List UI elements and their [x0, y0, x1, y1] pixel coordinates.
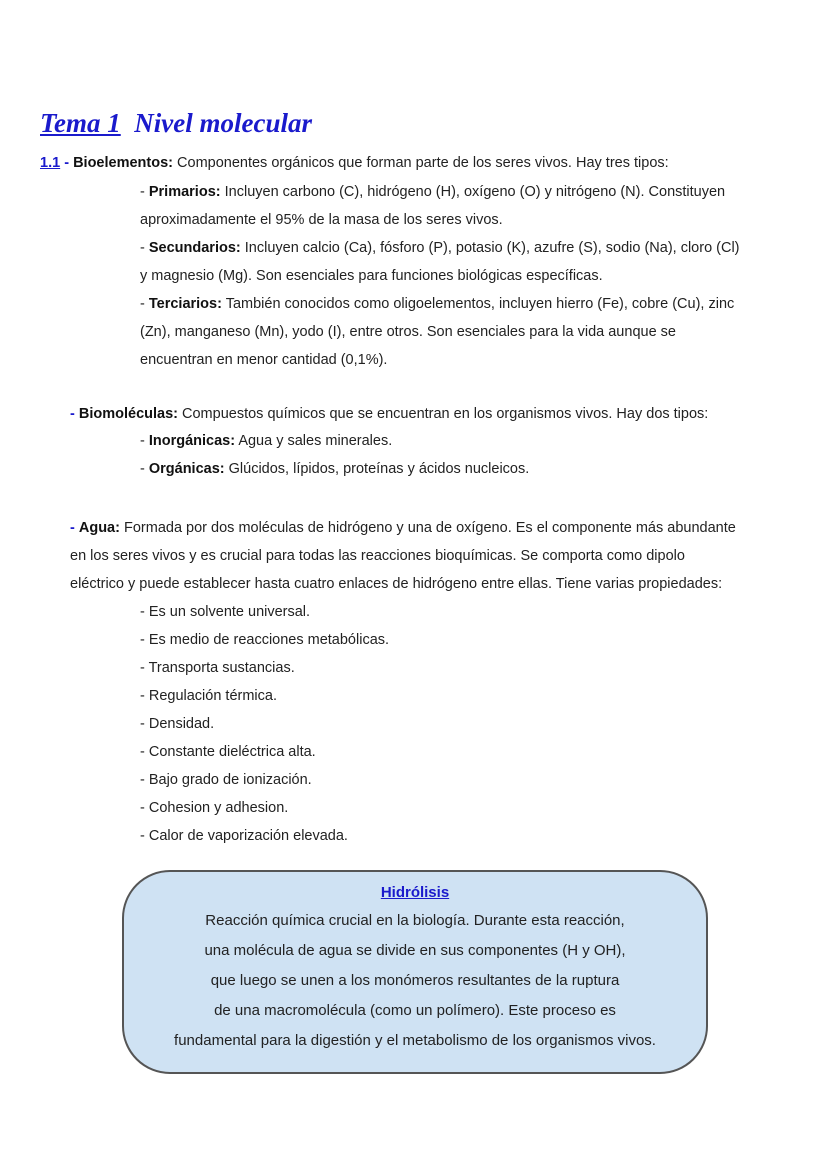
- terciarios-line2: (Zn), manganeso (Mn), yodo (I), entre otros. Son esenciales para la vida aunque se: [140, 324, 676, 340]
- terciarios-line3: encuentran en menor cantidad (0,1%).: [140, 352, 388, 368]
- agua-property-item: - Transporta sustancias.: [140, 660, 295, 676]
- hidrolisis-title-text: Hidrólisis: [380, 884, 450, 901]
- agua-line2: en los seres vivos y es crucial para todas las reacciones bioquímicas. Se comporta como dipolo: [70, 548, 685, 564]
- agua-property-item: - Bajo grado de ionización.: [140, 772, 312, 788]
- agua-property-item: - Calor de vaporización elevada.: [140, 828, 348, 844]
- agua-property-item: - Regulación térmica.: [140, 688, 277, 704]
- biomoleculas-heading: - Biomoléculas: Compuestos químicos que se encuentran en los organismos vivos. Hay dos tipos:: [70, 406, 709, 422]
- inorganicas-text: Agua y sales minerales.: [238, 433, 393, 449]
- bioelementos-intro: Componentes orgánicos que forman parte de los seres vivos. Hay tres tipos:: [177, 155, 669, 171]
- primarios-label: Primarios:: [148, 184, 221, 200]
- agua-property-item: - Constante dieléctrica alta.: [140, 744, 316, 760]
- agua-property-item: - Densidad.: [140, 716, 215, 732]
- topic-number: Tema 1: [40, 108, 121, 138]
- organicas-line: - Orgánicas: Glúcidos, lípidos, proteínas y ácidos nucleicos.: [140, 461, 530, 477]
- agua-label: Agua:: [78, 520, 120, 536]
- hidrolisis-line: una molécula de agua se divide en sus componentes (H y OH),: [204, 942, 626, 959]
- primarios-text: Incluyen carbono (C), hidrógeno (H), oxígeno (O) y nitrógeno (N). Constituyen: [224, 184, 726, 200]
- secundarios-line: - Secundarios: Incluyen calcio (Ca), fósforo (P), potasio (K), azufre (S), sodio (Na), cloro (Cl): [140, 240, 740, 256]
- hidrolisis-line: fundamental para la digestión y el metabolismo de los organismos vivos.: [174, 1032, 656, 1049]
- bioelementos-label: Bioelementos:: [73, 155, 173, 171]
- hidrolisis-line: Reacción química crucial en la biología. Durante esta reacción,: [205, 912, 625, 929]
- organicas-label: Orgánicas:: [148, 461, 225, 477]
- agua-line3: eléctrico y puede establecer hasta cuatro enlaces de hidrógeno entre ellas. Tiene varias propiedades:: [70, 576, 723, 592]
- hidrolisis-title: [124, 884, 706, 901]
- agua-property-item: - Es un solvente universal.: [140, 604, 311, 620]
- primarios-line2: aproximadamente el 95% de la masa de los seres vivos.: [140, 212, 503, 228]
- terciarios-text: También conocidos como oligoelementos, incluyen hierro (Fe), cobre (Cu), zinc: [225, 296, 735, 312]
- secundarios-label: Secundarios:: [148, 240, 241, 256]
- biomoleculas-intro: Compuestos químicos que se encuentran en los organismos vivos. Hay dos tipos:: [182, 406, 709, 422]
- topic-name: Nivel molecular: [134, 108, 312, 138]
- bioelementos-heading: 1.1 - Bioelementos: Componentes orgánicos que forman parte de los seres vivos. Hay tres tipos:: [40, 155, 669, 171]
- agua-heading: - Agua: Formada por dos moléculas de hidrógeno y una de oxígeno. Es el componente más abundante: [70, 520, 736, 536]
- primarios-line: - Primarios: Incluyen carbono (C), hidrógeno (H), oxígeno (O) y nitrógeno (N). Constituyen: [140, 184, 726, 200]
- section-number: 1.1: [40, 155, 61, 171]
- hidrolisis-line: de una macromolécula (como un polímero). Este proceso es: [214, 1002, 616, 1019]
- terciarios-line: - Terciarios: También conocidos como oligoelementos, incluyen hierro (Fe), cobre (Cu), zinc: [140, 296, 735, 312]
- secundarios-text: Incluyen calcio (Ca), fósforo (P), potasio (K), azufre (S), sodio (Na), cloro (Cl): [244, 240, 740, 256]
- hidrolisis-line: que luego se unen a los monómeros resultantes de la ruptura: [210, 972, 620, 989]
- organicas-text: Glúcidos, lípidos, proteínas y ácidos nucleicos.: [228, 461, 530, 477]
- inorganicas-line: - Inorgánicas: Agua y sales minerales.: [140, 433, 393, 449]
- agua-text: Formada por dos moléculas de hidrógeno y una de oxígeno. Es el componente más abundante: [124, 520, 736, 536]
- terciarios-label: Terciarios:: [148, 296, 222, 312]
- agua-property-item: - Cohesion y adhesion.: [140, 800, 289, 816]
- page-title: [40, 108, 312, 139]
- agua-property-item: - Es medio de reacciones metabólicas.: [140, 632, 390, 648]
- biomoleculas-label: Biomoléculas:: [78, 406, 178, 422]
- hidrolisis-box: [122, 870, 708, 1074]
- inorganicas-label: Inorgánicas:: [148, 433, 236, 449]
- secundarios-line2: y magnesio (Mg). Son esenciales para funciones biológicas específicas.: [140, 268, 603, 284]
